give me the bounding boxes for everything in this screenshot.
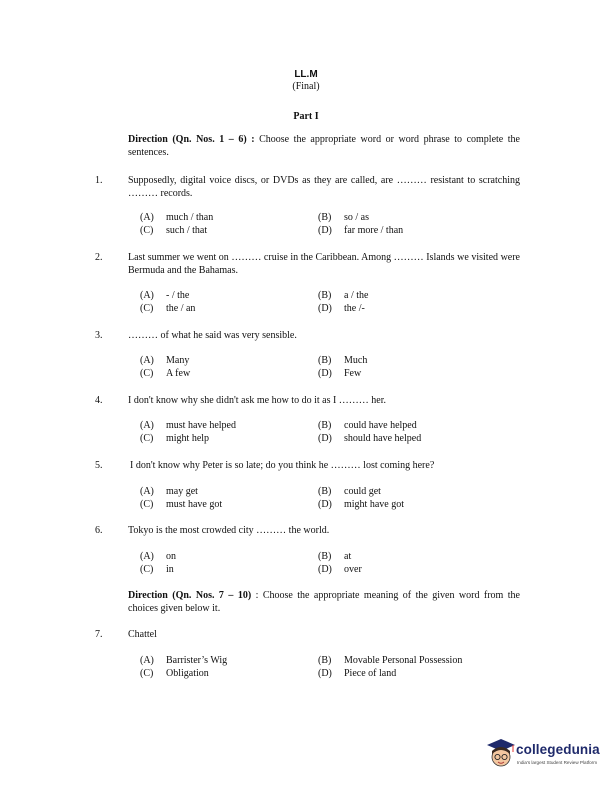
question-7-option-c: (C) Obligation xyxy=(140,668,209,679)
question-2-option-a: (A) - / the xyxy=(140,290,190,301)
question-6-option-a: (A) on xyxy=(140,551,176,562)
question-4-option-c: (C) might help xyxy=(140,433,210,444)
question-6-option-d: (D) over xyxy=(318,564,362,575)
exam-title: LL.M xyxy=(294,69,318,80)
question-5-option-c: (C) must have got xyxy=(140,499,223,510)
question-2-option-b: (B) a / the xyxy=(318,290,369,301)
part-heading: Part I xyxy=(293,111,319,122)
question-6-text: Tokyo is the most crowded city ……… the world. xyxy=(128,525,330,536)
question-5-number: 5. xyxy=(95,460,103,471)
question-7-option-d: (D) Piece of land xyxy=(318,668,397,679)
question-3-option-d: (D) Few xyxy=(318,368,362,379)
question-6-number: 6. xyxy=(95,525,103,536)
question-4-number: 4. xyxy=(95,395,103,406)
question-5-option-a: (A) may get xyxy=(140,486,198,497)
question-5-text: I don't know why Peter is so late; do you think he ……… lost coming here? xyxy=(130,460,435,471)
question-4-option-b: (B) could have helped xyxy=(318,420,417,431)
question-3-option-c: (C) A few xyxy=(140,368,191,379)
collegedunia-logo-icon xyxy=(486,737,516,771)
question-7-number: 7. xyxy=(95,629,103,640)
direction-2-label: Direction (Qn. Nos. 7 – 10) xyxy=(128,590,252,601)
logo-tagline: India's largest Student Review Platform xyxy=(517,760,598,765)
direction-1-text: Choose the appropriate word or word phrase to complete the sentences. xyxy=(128,134,520,158)
question-7-option-a: (A) Barrister’s Wig xyxy=(140,655,228,666)
question-1-option-a: (A) much / than xyxy=(140,212,214,223)
question-3-text: ……… of what he said was very sensible. xyxy=(128,330,297,341)
question-2-option-c: (C) the / an xyxy=(140,303,196,314)
question-7-option-b: (B) Movable Personal Possession xyxy=(318,655,463,666)
direction-2-text: : Choose the appropriate meaning of the given word from the choices given below it. xyxy=(128,590,520,614)
question-4-option-a: (A) must have helped xyxy=(140,420,236,431)
logo-wordmark: collegedunia xyxy=(516,742,600,757)
exam-subtitle: (Final) xyxy=(292,81,320,92)
question-4-option-d: (D) should have helped xyxy=(318,433,422,444)
question-2-number: 2. xyxy=(95,252,103,263)
direction-2 xyxy=(128,589,520,615)
question-1-text: Supposedly, digital voice discs, or DVDs as they are called, are ……… resistant to scratching ……… records. xyxy=(128,175,520,199)
question-3-option-b: (B) Much xyxy=(318,355,368,366)
question-1-option-b: (B) so / as xyxy=(318,212,369,223)
question-5-option-d: (D) might have got xyxy=(318,499,404,510)
question-5-option-b: (B) could get xyxy=(318,486,381,497)
question-7-text: Chattel xyxy=(128,629,157,640)
question-1-number: 1. xyxy=(95,175,103,186)
question-6-option-b: (B) at xyxy=(318,551,352,562)
direction-1 xyxy=(128,133,520,159)
question-1-option-d: (D) far more / than xyxy=(318,225,404,236)
question-6-option-c: (C) in xyxy=(140,564,174,575)
question-2-text: Last summer we went on ……… cruise in the Caribbean. Among ……… Islands we visited were Bermuda and the Bahamas. xyxy=(128,252,520,276)
question-2-option-d: (D) the /- xyxy=(318,303,365,314)
question-3-option-a: (A) Many xyxy=(140,355,190,366)
question-1-option-c: (C) such / that xyxy=(140,225,208,236)
question-4-text: I don't know why she didn't ask me how to do it as I ……… her. xyxy=(128,395,387,406)
direction-1-label: Direction (Qn. Nos. 1 – 6) : xyxy=(128,134,255,145)
question-3-number: 3. xyxy=(95,330,103,341)
